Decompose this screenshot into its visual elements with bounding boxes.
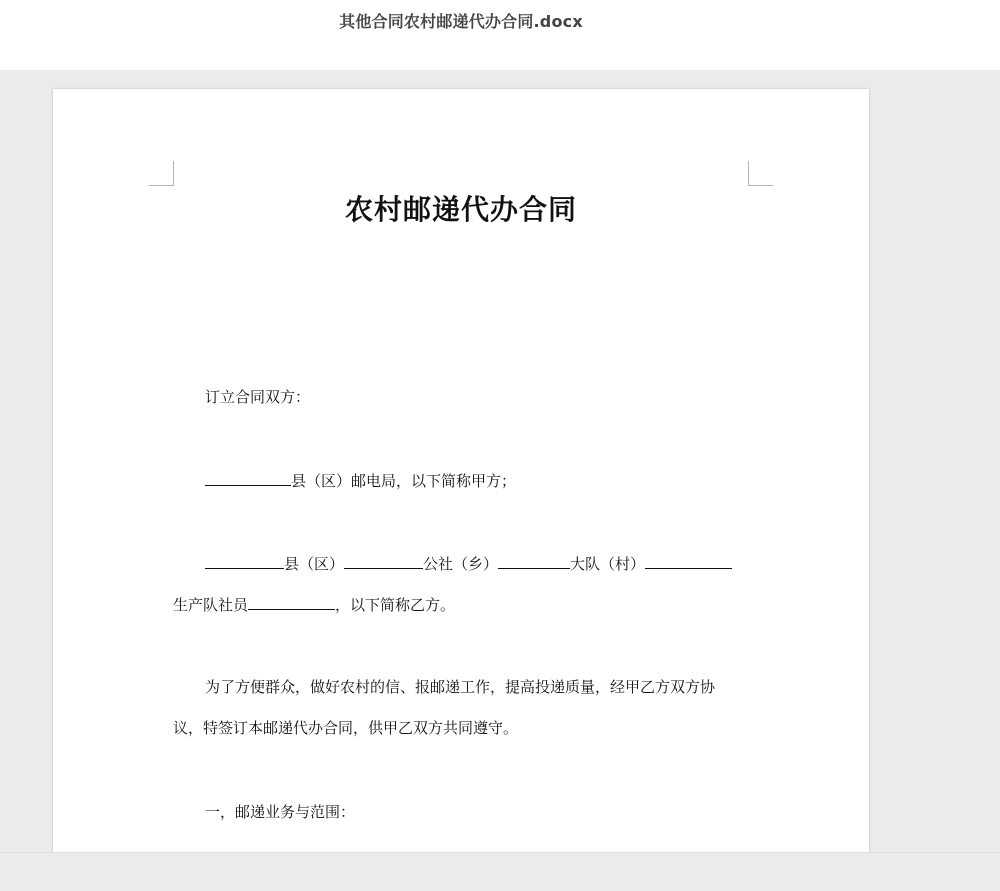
fill-in-blank[interactable] <box>645 553 732 569</box>
fill-in-blank[interactable] <box>205 470 291 486</box>
party-a-paragraph <box>205 470 516 491</box>
party-b-team-label: 生产队社员 <box>173 596 249 614</box>
document-page[interactable] <box>53 89 869 852</box>
margin-corner-marker-top-right <box>748 161 773 186</box>
purpose-paragraph-line2: 议，特签订本邮递代办合同，供甲乙双方共同遵守。 <box>173 719 519 737</box>
document-workspace[interactable] <box>0 70 1000 852</box>
party-b-paragraph-line1 <box>205 553 732 574</box>
party-b-text: ，以下简称乙方。 <box>335 596 456 614</box>
title-bar <box>0 0 1000 70</box>
parties-intro-paragraph: 订立合同双方： <box>205 388 311 406</box>
document-heading: 农村邮递代办合同 <box>344 193 577 226</box>
party-b-brigade-label: 大队（村） <box>570 555 646 573</box>
section-1-title: 一，邮递业务与范围： <box>205 803 356 821</box>
document-file-title: 其他合同农村邮递代办合同.docx <box>339 12 583 31</box>
fill-in-blank[interactable] <box>344 553 423 569</box>
party-b-commune-label: 公社（乡） <box>423 555 499 573</box>
purpose-paragraph-line1: 为了方便群众，做好农村的信、报邮递工作，提高投递质量，经甲乙方双方协 <box>205 678 716 696</box>
party-a-text: 县（区）邮电局，以下简称甲方； <box>291 472 517 490</box>
fill-in-blank[interactable] <box>248 594 335 610</box>
fill-in-blank[interactable] <box>205 553 284 569</box>
bottom-bar <box>0 852 1000 891</box>
party-b-county-label: 县（区） <box>284 555 345 573</box>
fill-in-blank[interactable] <box>498 553 570 569</box>
party-b-paragraph-line2 <box>173 594 455 615</box>
margin-corner-marker-top-left <box>149 161 174 186</box>
